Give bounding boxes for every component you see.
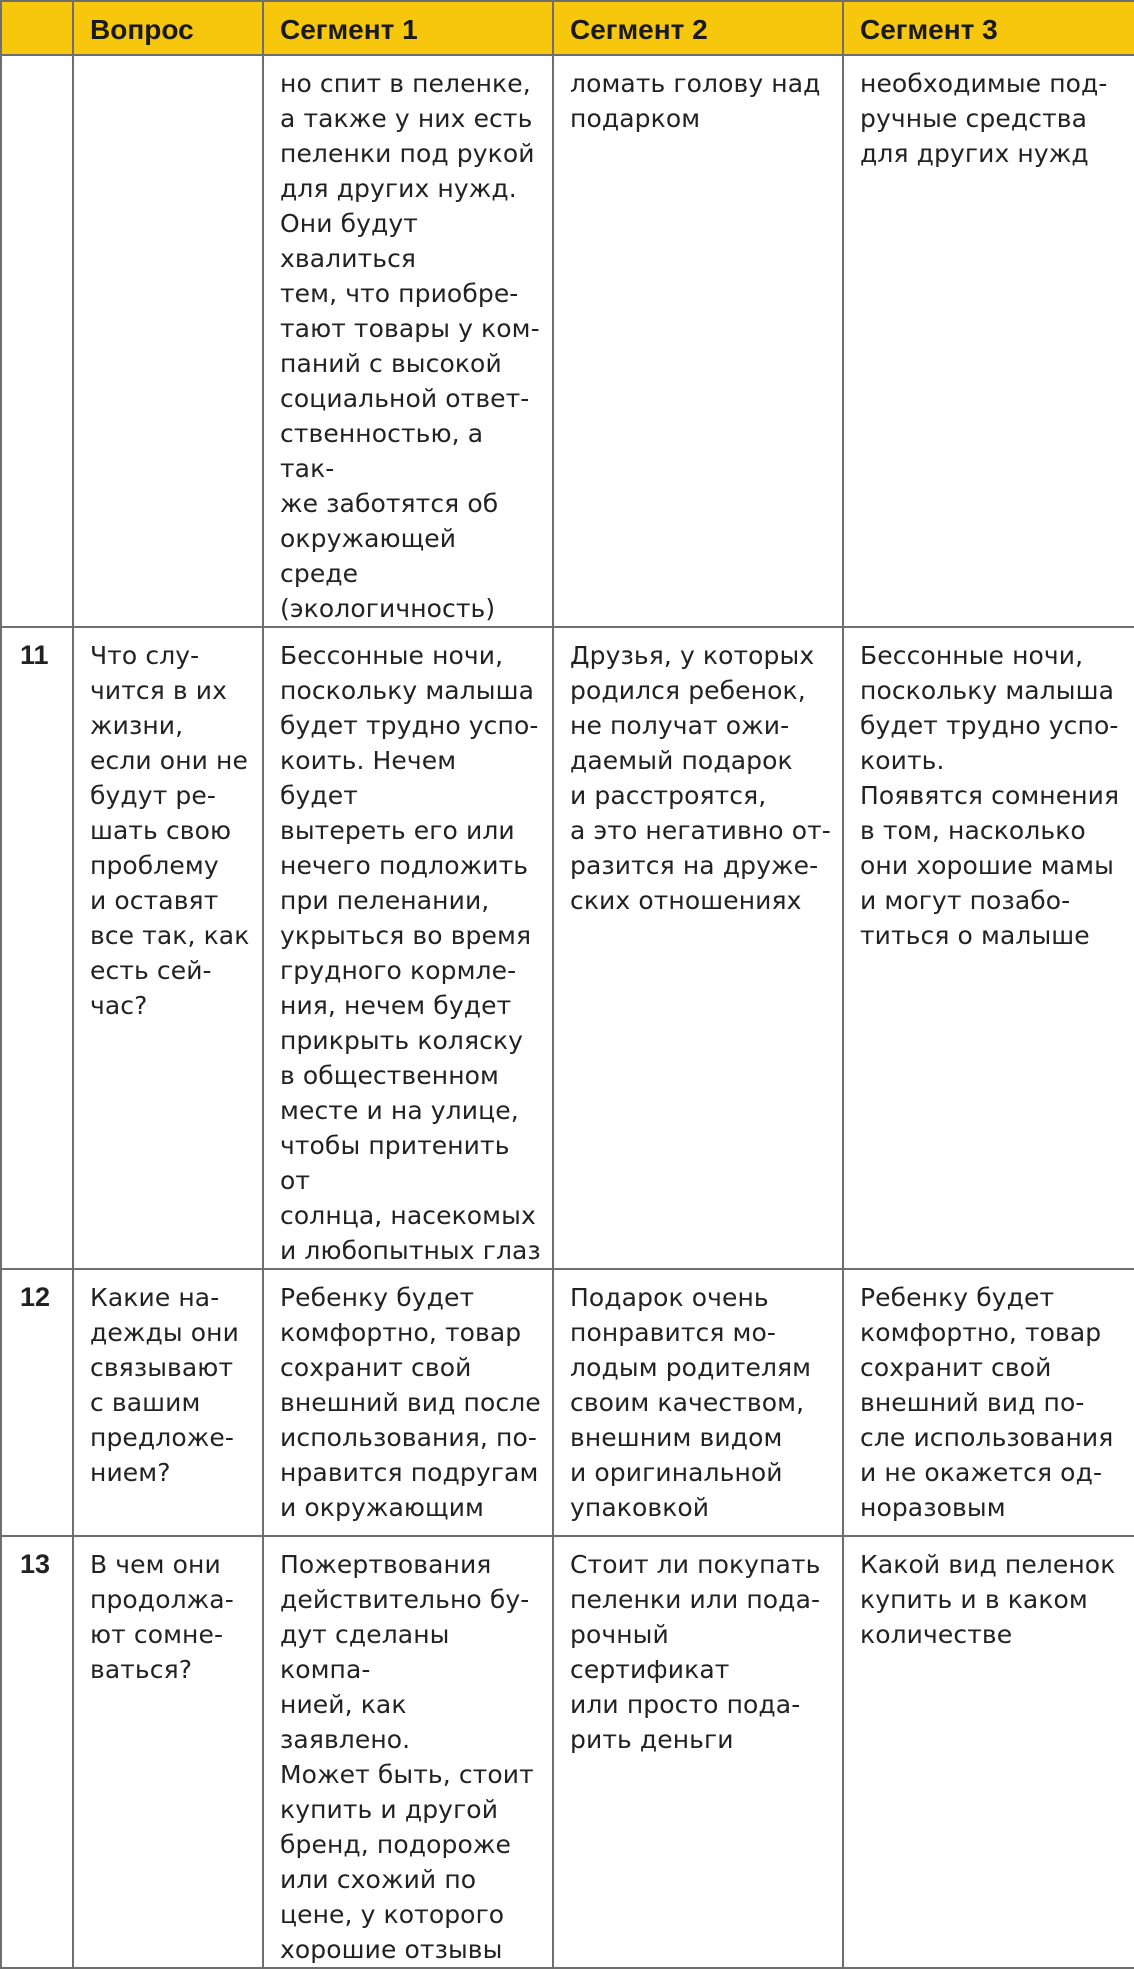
segment-3-cell: [843, 1269, 1134, 1536]
segment-1-cell: [263, 627, 553, 1269]
segment-3-cell: [843, 1536, 1134, 1968]
row-number-cell: [1, 1269, 73, 1536]
question-cell: [73, 1269, 263, 1536]
row-number-cell: [1, 55, 73, 627]
row-number: [2, 56, 72, 68]
header-question: Вопрос: [73, 1, 263, 55]
segment-3-cell: [843, 55, 1134, 627]
segment-1-text: Ребенку будет комфортно, товар сохранит свой внешний вид после использования, по- нравится подругам и окружающим: [280, 1283, 541, 1522]
segment-1-cell: [263, 1269, 553, 1536]
table-row: [1, 1269, 1134, 1536]
segment-3-text: необходимые под- ручные средства для других нужд: [860, 69, 1108, 168]
segment-1-cell: [263, 55, 553, 627]
segment-2-cell: [553, 1536, 843, 1968]
header-number: [1, 1, 73, 55]
segment-3-text: Какой вид пеленок купить и в каком количестве: [860, 1550, 1116, 1649]
question-text: Какие на- дежды они связывают с вашим предложе- нием?: [90, 1283, 239, 1487]
segment-2-cell: [553, 627, 843, 1269]
question-text: [74, 56, 262, 66]
segment-2-cell: [553, 55, 843, 627]
row-number-cell: [1, 627, 73, 1269]
row-number: 11: [20, 640, 49, 670]
segment-3-cell: [843, 627, 1134, 1269]
row-number: 12: [20, 1282, 51, 1312]
header-segment-3: Сегмент 3: [843, 1, 1134, 55]
segment-2-text: Друзья, у которых родился ребенок, не получат ожи- даемый подарок и расстроятся, а это негативно от- разится на друже- ских отношениях: [570, 641, 831, 915]
header-segment-1: Сегмент 1: [263, 1, 553, 55]
question-cell: [73, 55, 263, 627]
header-segment-2: Сегмент 2: [553, 1, 843, 55]
segment-1-text: Бессонные ночи, поскольку малыша будет трудно успо- коить. Нечем будет вытереть его или нечего подложить при пеленании, укрыться во время грудного кормле- ния, нечем будет прикрыть коляску в общественном месте и на улице, чтобы притенить от солнца, насекомых и любопытных глаз: [280, 641, 541, 1265]
row-number-cell: [1, 1536, 73, 1968]
segment-1-text: Пожертвования действительно бу- дут сделаны компа- нией, как заявлено. Может быть, стоит купить и другой бренд, подороже или схожий по цене, у которого хорошие отзывы: [280, 1550, 534, 1964]
segment-2-text: Стоит ли покупать пеленки или пода- рочный сертификат или просто пода- рить деньги: [570, 1550, 821, 1754]
table-row: [1, 627, 1134, 1269]
question-cell: [73, 1536, 263, 1968]
segment-2-text: ломать голову над подарком: [570, 69, 821, 133]
table-row: [1, 1536, 1134, 1968]
header-row: [1, 1, 1134, 55]
question-text: Что слу- чится в их жизни, если они не будут ре- шать свою проблему и оставят все так, как есть сей- час?: [90, 641, 250, 1020]
segment-1-text: но спит в пеленке, а также у них есть пеленки под рукой для других нужд. Они будут хвалиться тем, что приобре- тают товары у ком- паний с высокой социальной ответ- ственностью, а так- же заботятся об окружающей среде (экологичность): [280, 69, 540, 623]
segment-3-text: Бессонные ночи, поскольку малыша будет трудно успо- коить. Появятся сомнения в том, насколько они хорошие мамы и могут позабо- титься о малыше: [860, 641, 1120, 950]
row-number: 13: [20, 1549, 51, 1579]
segment-1-cell: [263, 1536, 553, 1968]
segment-2-text: Подарок очень понравится мо- лодым родителям своим качеством, внешним видом и оригинальной упаковкой: [570, 1283, 812, 1522]
question-text: В чем они продолжа- ют сомне- ваться?: [90, 1550, 234, 1684]
segment-2-cell: [553, 1269, 843, 1536]
segment-3-text: Ребенку будет комфортно, товар сохранит свой внешний вид по- сле использования и не окажется од- норазовым: [860, 1283, 1114, 1522]
table-row: [1, 55, 1134, 627]
question-cell: [73, 627, 263, 1269]
